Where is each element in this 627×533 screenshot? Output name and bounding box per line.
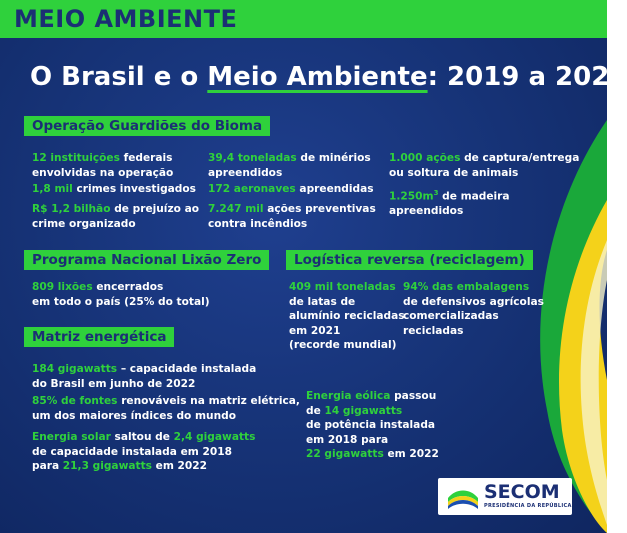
stat-text: comercializadas <box>403 310 499 322</box>
stat-madeira <box>389 186 510 219</box>
stat-energia-eolica <box>306 389 439 462</box>
stat-text: de <box>306 404 325 417</box>
stat-text: renováveis na matriz elétrica, <box>117 395 300 407</box>
stat-highlight: 172 aeronaves <box>208 183 296 195</box>
stat-text: ações preventivas <box>263 203 376 215</box>
stat-highlight: 12 instituições <box>32 152 120 164</box>
stat-highlight: 184 gigawatts <box>32 363 118 375</box>
stat-embalagens <box>403 280 544 338</box>
stat-text: (recorde mundial) <box>289 339 397 351</box>
stat-text: de minérios <box>296 152 371 164</box>
stat-text: apreendidas <box>295 183 374 195</box>
stat-text: para <box>32 460 63 472</box>
stat-text: apreendidos <box>208 166 283 179</box>
stat-text: de prejuízo ao <box>110 203 200 215</box>
stat-highlight: 809 lixões <box>32 281 93 293</box>
stat-text: em 2021 <box>289 324 341 337</box>
stat-text: de capacidade instalada em 2018 <box>32 445 233 458</box>
main-title-part3: : 2019 a 2022 <box>427 62 627 92</box>
stat-text: de captura/entrega <box>460 152 580 164</box>
stat-text: em 2022 <box>151 460 208 472</box>
stat-text: ou soltura de animais <box>389 166 519 179</box>
stat-text: em 2022 <box>383 448 439 460</box>
stat-highlight: 22 gigawatts <box>306 448 384 460</box>
stat-highlight: 1,8 mil <box>32 183 73 195</box>
stat-text: recicladas <box>403 324 464 337</box>
stat-text: encerrados <box>92 281 164 293</box>
stat-highlight: 409 mil toneladas <box>289 281 396 293</box>
main-title-highlight: Meio Ambiente <box>207 62 428 92</box>
stat-text: apreendidos <box>389 205 464 218</box>
section-label-lixao: Programa Nacional Lixão Zero <box>24 250 269 270</box>
stat-capacidade <box>32 362 256 391</box>
stat-highlight: 94% das embalagens <box>403 281 530 293</box>
stat-incendios <box>208 202 376 231</box>
stat-text: contra incêndios <box>208 217 308 230</box>
stat-highlight: 21,3 gigawatts <box>62 460 152 472</box>
stat-energia-solar <box>32 430 255 474</box>
stat-text: saltou de <box>110 431 174 443</box>
stat-text: do Brasil em junho de 2022 <box>32 377 196 390</box>
stat-superscript: 3 <box>433 189 439 197</box>
stat-highlight: 2,4 gigawatts <box>173 431 256 443</box>
stat-crimes <box>32 182 196 197</box>
stat-highlight: 1.250m <box>389 190 434 203</box>
category-title: MEIO AMBIENTE <box>14 5 238 33</box>
stat-text: de defensivos agrícolas <box>403 295 544 308</box>
stat-text: de potência instalada <box>306 419 436 431</box>
secom-logo-subtitle: PRESIDÊNCIA DA REPÚBLICA <box>484 503 572 509</box>
stat-lixoes <box>32 280 210 309</box>
stat-instituicoes <box>32 151 173 180</box>
section-label-logistica: Logística reversa (reciclagem) <box>286 250 533 270</box>
stat-text: federais <box>119 152 173 164</box>
stat-animais <box>389 151 579 180</box>
stat-highlight: Energia solar <box>32 431 111 443</box>
stat-text: de madeira <box>438 190 510 203</box>
stat-highlight: 39,4 toneladas <box>208 152 297 164</box>
section-label-matriz: Matriz energética <box>24 327 174 347</box>
main-title-part1: O Brasil e o <box>30 62 208 92</box>
stat-aeronaves <box>208 182 374 197</box>
section-label-guardioes: Operação Guardiões do Bioma <box>24 116 270 136</box>
secom-emblem-icon <box>446 484 480 510</box>
stat-text: crimes investigados <box>72 183 196 195</box>
stat-highlight: 14 gigawatts <box>324 404 403 417</box>
stat-aluminio <box>289 280 405 353</box>
stat-text: alumínio recicladas <box>289 310 405 322</box>
stat-text: – capacidade instalada <box>117 363 257 375</box>
secom-logo-text: SECOM <box>484 481 560 503</box>
stat-text: de latas de <box>289 295 356 308</box>
stat-prejuizo <box>32 202 199 231</box>
stat-text: um dos maiores índices do mundo <box>32 409 237 422</box>
stat-text: em todo o país (25% do total) <box>32 295 210 308</box>
stat-highlight: 7.247 mil <box>208 203 264 215</box>
stat-highlight: 1.000 ações <box>389 152 461 164</box>
stat-minerios <box>208 151 371 180</box>
stat-highlight: Energia eólica <box>306 390 391 402</box>
stat-highlight: R$ 1,2 bilhão <box>32 203 111 215</box>
main-title <box>30 62 627 92</box>
stat-text: passou <box>390 390 437 402</box>
stat-text: envolvidas na operação <box>32 166 174 179</box>
stat-text: crime organizado <box>32 217 136 230</box>
stat-text: em 2018 para <box>306 433 389 446</box>
stat-renovaveis <box>32 394 300 423</box>
stat-highlight: 85% de fontes <box>32 395 118 407</box>
